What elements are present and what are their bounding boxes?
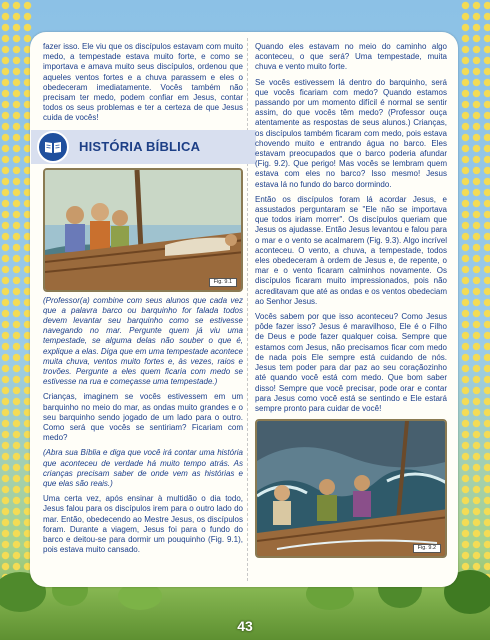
story-paragraph: Quando eles estavam no meio do caminho algo aconteceu, o que será? Uma tempestade, muita chuva e vento muito forte. — [255, 42, 447, 72]
boat-scene-calm — [45, 170, 243, 290]
boat-scene-storm — [257, 421, 447, 556]
polka-dot-border-left — [0, 0, 32, 640]
intro-paragraph: fazer isso. Ele viu que os discípulos estavam com muito medo, a tempestade estava muito forte, e como se importava e amava muito seus discípulos, ordenou que aqueles ventos fortes e a chuva parassem e eles o obedeceram imediatamente. Vocês também não precisam ter medo, podem confiar em Jesus, contar todos os seus problemas e ter a certeza de que Jesus cuida de vocês! — [43, 42, 243, 123]
illustration-fig-9-1 — [43, 168, 243, 292]
figure-label: Fig. 9.1 — [209, 278, 237, 287]
teacher-note: (Professor(a) combine com seus alunos que cada vez que a palavra barco ou barquinho for falada todos devem levantar seu barquinho como se estivesse navegando no mar. Pergunte quem já viu uma tempestade, se alguma delas não souber o que é, explique a elas. Diga que em uma tempestade acontece muita chuva, ventos muito fortes e, às vezes, raios e trovões. Pergunte a eles quem ficaria com medo se estivesse na rua e começasse uma tempestade.) — [43, 295, 243, 387]
section-header — [31, 130, 256, 164]
story-paragraph: Vocês sabem por que isso aconteceu? Como Jesus pôde fazer isso? Jesus é maravilhoso, Ele é o Filho de Deus e pode fazer qualquer coisa. Sempre que estamos com Jesus, não precisamos ficar com medo de nada pois Ele sempre está cuidando de nós. Jesus tem poder para dar paz ao seu coraçãozinho até quando você está com medo. Que bom saber disso! Sempre que você precisar, pode orar e contar para Jesus como você está se sentindo e Ele estará sempre pronto para cuidar de você! — [255, 312, 447, 413]
right-column — [255, 32, 447, 558]
column-divider — [247, 38, 248, 581]
section-title: HISTÓRIA BÍBLICA — [79, 138, 201, 154]
content-sheet — [30, 32, 458, 587]
bible-note: (Abra sua Bíblia e diga que você irá contar uma história que aconteceu de verdade há muito tempo atrás. As crianças precisam saber de onde vem as histórias e que elas são reais.) — [43, 448, 243, 489]
story-paragraph: Crianças, imaginem se vocês estivessem em um barquinho no meio do mar, as ondas muito grandes e o seu barquinho sendo jogado de um lado para o outro. Como será que vocês se sentiriam? Ficariam com medo? — [43, 392, 243, 443]
left-column — [43, 32, 243, 561]
story-paragraph: Então os discípulos foram lá acordar Jesus, e assustados perguntaram se "Ele não se importava que todos iriam morrer". Os discípulos queriam que Jesus os ajudasse. Então Jesus levantou e falou para o mar e o vento se acalmarem (Fig. 9.3). Algo incrível aconteceu. O vento, a chuva, a tempestade, todos eles obedeceram à ordem de Jesus e, de repente, o mar e o vento ficaram calminhos novamente. Os discípulos ficaram muito impressionados, pois não acreditavam que até as ondas e os ventos obedeciam ao Senhor Jesus. — [255, 194, 447, 306]
story-paragraph: Se vocês estivessem lá dentro do barquinho, será que vocês ficariam com medo? Quando estamos passando por um momento difícil é normal se sentir assim, do que vocês têm medo? (Professor ouça atentamente as respostas de seus alunos.) Crianças, os discípulos também ficaram com medo, pois estava chovendo muito e entrando água no barco. Eles estavam preocupados que o barco poderia afundar (Fig. 9.2). Que perigo! Mas vocês se lembram quem estava com eles no barco? Isso mesmo! Jesus estava lá no fundo do barco dormindo. — [255, 77, 447, 189]
open-book-icon — [37, 131, 69, 163]
page-number: 43 — [237, 618, 253, 634]
polka-dot-border-right — [460, 0, 490, 640]
figure-label: Fig. 9.2 — [413, 544, 441, 553]
story-paragraph: Uma certa vez, após ensinar à multidão o dia todo, Jesus falou para os discípulos irem para o outro lado do mar. Então, obedecendo ao Mestre Jesus, os discípulos foram. Durante a viagem, Jesus foi para o fundo do barco e deitou-se para dormir um pouquinho (Fig. 9.1), pois estava muito cansado. — [43, 494, 243, 555]
illustration-fig-9-2 — [255, 419, 447, 558]
